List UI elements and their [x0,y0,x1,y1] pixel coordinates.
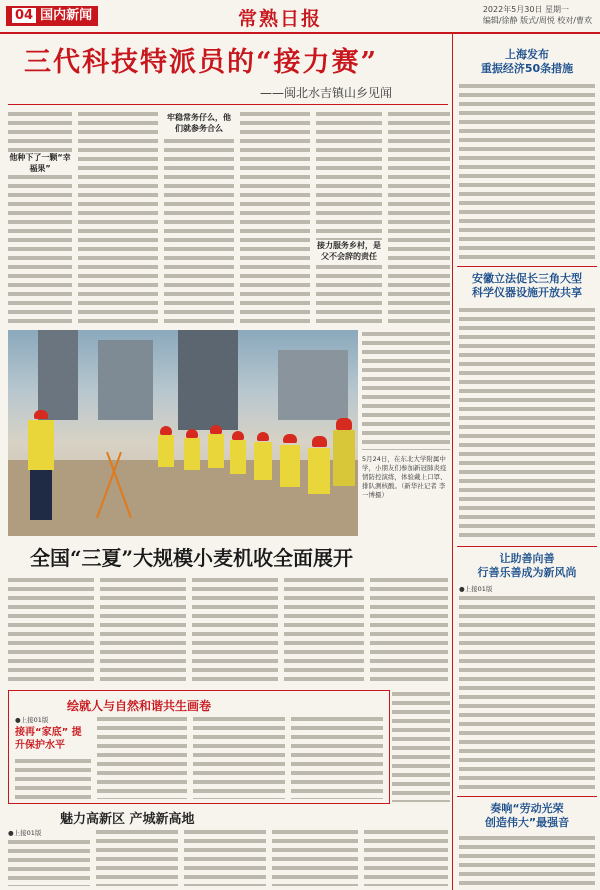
section-label: 国内新闻 [40,8,93,23]
article-column [164,110,234,324]
date-line: 2022年5月30日 星期一 [482,5,569,14]
child-figure [230,440,246,474]
helmet [34,410,48,419]
divider [457,796,597,797]
article-column [316,110,382,324]
photo-caption: 5月24日，在东北大学附属中学，小朋友们参加新冠肺炎疫情防控演练，体验戴上口罩、排队测核酸。（新华社记者 李一博摄） [362,455,447,499]
article-column [392,690,450,802]
continued-tag: ●上接01版 [8,829,42,837]
article-subhead: 牢稳常务仔么，他们就参务合么 [164,112,234,134]
bottom-headline: 魅力高新区 产城新高地 [60,812,195,827]
article-column [364,828,448,886]
article-column [8,576,94,684]
divider [8,104,448,105]
helmet [283,434,297,443]
feature-subhead: 接再“家底” 提升保护水平 [15,727,82,751]
article-column [192,576,278,684]
date-info [483,4,592,26]
article-column [370,576,448,684]
article-column [459,594,595,794]
adult-legs [30,470,52,520]
continued-tag: ●上接01版 [459,585,493,593]
article-column [272,828,358,886]
feature-box [8,690,390,804]
child-figure [333,430,355,486]
article-column [459,306,595,542]
article-column [284,576,364,684]
child-figure [254,442,272,480]
helmet [160,426,172,435]
helmet [257,432,269,441]
article-column [362,330,450,450]
right-headline: 让助善向善 行善乐善成为新风尚 [477,552,577,579]
continued-tag: ●上接01版 [15,716,49,724]
editor-line: 编辑/徐静 版式/周悦 校对/曹欢 [482,16,592,25]
feature-title: 绘就人与自然和谐共生画卷 [67,699,212,713]
article-column [193,715,285,799]
right-column [452,32,600,890]
article-subhead: 接力服务乡村，是父不会辞的责任 [317,241,381,261]
article-subhead: 他种下了一颗“幸福果” [9,153,71,173]
section-badge [6,6,98,26]
news-photo [8,330,358,536]
masthead: 常熟日报 [238,8,323,30]
article-column [96,828,178,886]
divider [457,266,597,267]
page-header [0,0,600,34]
article-column [459,834,595,886]
main-subheadline: ——闽北水吉镇山乡见闻 [260,86,393,100]
child-figure [308,448,330,494]
photo-building [38,330,78,420]
adult-figure [28,420,54,470]
helmet [336,418,352,430]
right-headline: 奏响“劳动光荣 创造伟大”最强音 [484,802,570,829]
wheat-headline: 全国“三夏”大规模小麦机收全面展开 [30,546,354,570]
article-column [459,82,595,262]
article-column [291,715,383,799]
child-figure [158,435,174,467]
article-column [78,110,158,324]
child-figure [184,438,200,470]
article-column [100,576,186,684]
article-column [8,838,90,886]
article-column [8,110,72,324]
helmet [186,429,198,438]
divider [457,546,597,547]
article-column [97,715,187,799]
child-figure [208,434,224,468]
main-headline: 三代科技特派员的“接力赛” [24,47,379,78]
right-headline: 上海发布 重振经济50条措施 [480,48,574,75]
photo-ground [8,460,358,536]
page-number: 04 [12,8,36,23]
article-column [240,110,310,324]
child-figure [280,445,300,487]
photo-building [178,330,238,430]
helmet [312,436,327,447]
photo-building [98,340,153,420]
article-column [15,757,91,799]
right-headline: 安徽立法促长三角大型 科学仪器设施开放共享 [472,272,582,299]
article-column [184,828,266,886]
helmet [210,425,222,434]
photo-building [278,350,348,420]
article-column [388,110,450,324]
helmet [232,431,244,440]
